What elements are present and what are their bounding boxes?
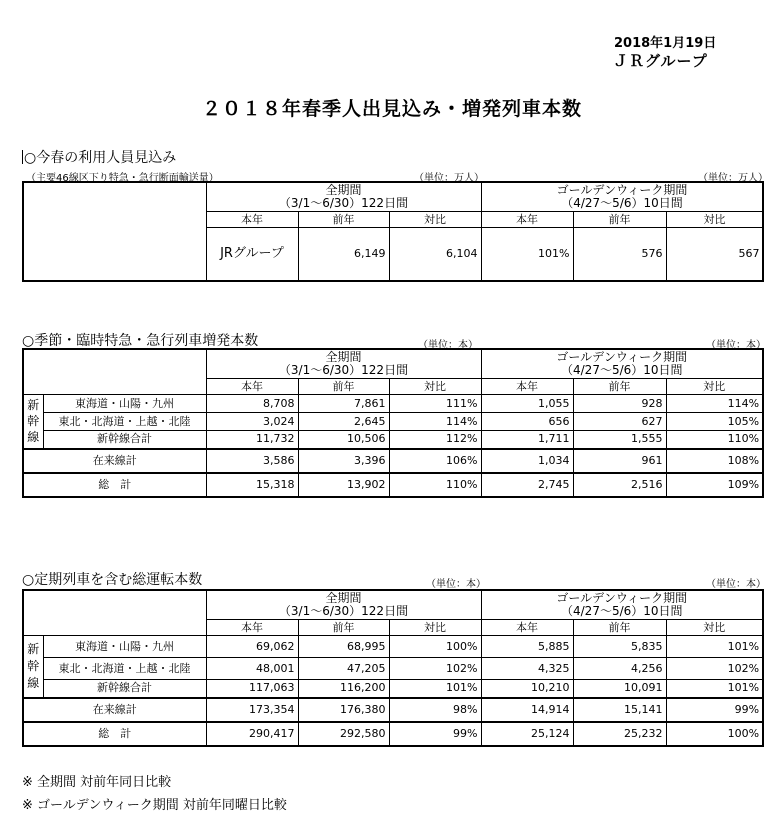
table-cell: 14,914	[481, 698, 573, 722]
row-label: 新幹線合計	[43, 431, 206, 449]
document-date: 2018年1月19日	[614, 36, 717, 51]
table-cell: 101%	[666, 680, 763, 698]
col-ratio: 対比	[666, 212, 763, 228]
gw-period-header: ゴールデンウィーク期間 （4/27～5/6）10日間	[481, 590, 763, 620]
table-cell: 656	[481, 413, 573, 431]
header-blank	[23, 590, 206, 636]
table-cell: 292,580	[298, 722, 389, 746]
full-period-header: 全期間 （3/1～6/30）122日間	[206, 182, 481, 212]
table-cell: 7,861	[298, 395, 389, 413]
col-ratio: 対比	[666, 620, 763, 636]
gw-period-header: ゴールデンウィーク期間 （4/27～5/6）10日間	[481, 349, 763, 379]
section2-unit-mid: （単位：本）	[418, 340, 478, 351]
table-cell: 106%	[389, 449, 481, 473]
table-cell: 6,104	[389, 228, 481, 282]
full-period-header: 全期間 （3/1～6/30）122日間	[206, 590, 481, 620]
col-last-year: 前年	[573, 379, 666, 395]
table-cell: 116,200	[298, 680, 389, 698]
row-label: JRグループ	[206, 228, 298, 282]
table-cell: 10,506	[298, 431, 389, 449]
row-label: 東海道・山陽・九州	[43, 395, 206, 413]
table-cell: 25,124	[481, 722, 573, 746]
table-cell: 576	[573, 228, 666, 282]
table-cell: 15,318	[206, 473, 298, 497]
section3-unit-right: （単位：本）	[706, 579, 766, 590]
section3-unit-mid: （単位：本）	[426, 579, 486, 590]
table-cell: 961	[573, 449, 666, 473]
table-cell: 4,256	[573, 658, 666, 680]
table-cell: 13,902	[298, 473, 389, 497]
table-cell: 117,063	[206, 680, 298, 698]
table-cell: 102%	[389, 658, 481, 680]
col-this-year: 本年	[206, 379, 298, 395]
section2-heading: ○季節・臨時特急・急行列車増発本数	[22, 333, 259, 349]
table-cell: 110%	[389, 473, 481, 497]
table-cell: 100%	[389, 636, 481, 658]
col-this-year: 本年	[481, 212, 573, 228]
table-cell: 3,396	[298, 449, 389, 473]
col-last-year: 前年	[573, 212, 666, 228]
table-cell: 101%	[389, 680, 481, 698]
table-cell: 101%	[481, 228, 573, 282]
table-cell: 15,141	[573, 698, 666, 722]
col-last-year: 前年	[298, 379, 389, 395]
col-ratio: 対比	[389, 212, 481, 228]
section2-table	[22, 348, 764, 498]
row-label: 総 計	[23, 722, 206, 746]
table-cell: 5,885	[481, 636, 573, 658]
table-cell: 47,205	[298, 658, 389, 680]
table-cell: 10,210	[481, 680, 573, 698]
section1-table	[22, 181, 764, 282]
col-this-year: 本年	[206, 212, 298, 228]
table-cell: 109%	[666, 473, 763, 497]
section1-heading	[22, 147, 176, 167]
section2-unit-right: （単位：本）	[706, 340, 766, 351]
table-cell: 173,354	[206, 698, 298, 722]
table-cell: 68,995	[298, 636, 389, 658]
table-cell: 8,708	[206, 395, 298, 413]
col-this-year: 本年	[206, 620, 298, 636]
col-ratio: 対比	[666, 379, 763, 395]
table-cell: 99%	[389, 722, 481, 746]
table-cell: 69,062	[206, 636, 298, 658]
shinkansen-label: 新 幹 線	[23, 636, 43, 698]
header-blank	[23, 182, 206, 281]
header-blank	[23, 349, 206, 395]
organization-name: ＪＲグループ	[613, 52, 708, 70]
shinkansen-label: 新 幹 線	[23, 395, 43, 449]
row-label: 新幹線合計	[43, 680, 206, 698]
table-cell: 1,711	[481, 431, 573, 449]
table-cell: 6,149	[298, 228, 389, 282]
table-cell: 2,516	[573, 473, 666, 497]
table-cell: 5,835	[573, 636, 666, 658]
row-label: 東海道・山陽・九州	[43, 636, 206, 658]
footnote-1: ※ 全期間 対前年同日比較	[22, 775, 172, 790]
col-last-year: 前年	[573, 620, 666, 636]
footnote-2: ※ ゴールデンウィーク期間 対前年同曜日比較	[22, 798, 287, 813]
section1-unit-mid: （単位：万人）	[414, 173, 484, 184]
table-cell: 99%	[666, 698, 763, 722]
table-cell: 11,732	[206, 431, 298, 449]
table-cell: 98%	[389, 698, 481, 722]
row-label: 総 計	[23, 473, 206, 497]
row-label: 東北・北海道・上越・北陸	[43, 413, 206, 431]
table-cell: 111%	[389, 395, 481, 413]
table-cell: 101%	[666, 636, 763, 658]
table-cell: 114%	[666, 395, 763, 413]
table-cell: 112%	[389, 431, 481, 449]
col-this-year: 本年	[481, 379, 573, 395]
col-last-year: 前年	[298, 620, 389, 636]
document-title: ２０１８年春季人出見込み・増発列車本数	[201, 98, 582, 120]
gw-period-header: ゴールデンウィーク期間 （4/27～5/6）10日間	[481, 182, 763, 212]
table-cell: 176,380	[298, 698, 389, 722]
row-label: 東北・北海道・上越・北陸	[43, 658, 206, 680]
table-cell: 567	[666, 228, 763, 282]
text-cursor	[22, 150, 23, 164]
table-cell: 4,325	[481, 658, 573, 680]
col-this-year: 本年	[481, 620, 573, 636]
section1-heading-text: ○今春の利用人員見込み	[24, 150, 177, 166]
table-cell: 48,001	[206, 658, 298, 680]
table-cell: 114%	[389, 413, 481, 431]
table-cell: 102%	[666, 658, 763, 680]
table-cell: 290,417	[206, 722, 298, 746]
col-ratio: 対比	[389, 379, 481, 395]
table-cell: 108%	[666, 449, 763, 473]
col-ratio: 対比	[389, 620, 481, 636]
row-label: 在来線計	[23, 449, 206, 473]
table-cell: 2,745	[481, 473, 573, 497]
section3-table	[22, 589, 764, 747]
table-cell: 1,555	[573, 431, 666, 449]
table-cell: 3,586	[206, 449, 298, 473]
section1-note: （主要46線区下り特急・急行断面輸送量）	[26, 173, 219, 184]
table-cell: 627	[573, 413, 666, 431]
table-cell: 25,232	[573, 722, 666, 746]
table-cell: 3,024	[206, 413, 298, 431]
table-cell: 110%	[666, 431, 763, 449]
table-cell: 1,055	[481, 395, 573, 413]
col-last-year: 前年	[298, 212, 389, 228]
section1-unit-right: （単位：万人）	[698, 173, 768, 184]
table-cell: 2,645	[298, 413, 389, 431]
row-label: 在来線計	[23, 698, 206, 722]
section3-heading: ○定期列車を含む総運転本数	[22, 572, 203, 588]
table-cell: 10,091	[573, 680, 666, 698]
table-cell: 105%	[666, 413, 763, 431]
table-cell: 928	[573, 395, 666, 413]
table-cell: 1,034	[481, 449, 573, 473]
table-cell: 100%	[666, 722, 763, 746]
full-period-header: 全期間 （3/1～6/30）122日間	[206, 349, 481, 379]
